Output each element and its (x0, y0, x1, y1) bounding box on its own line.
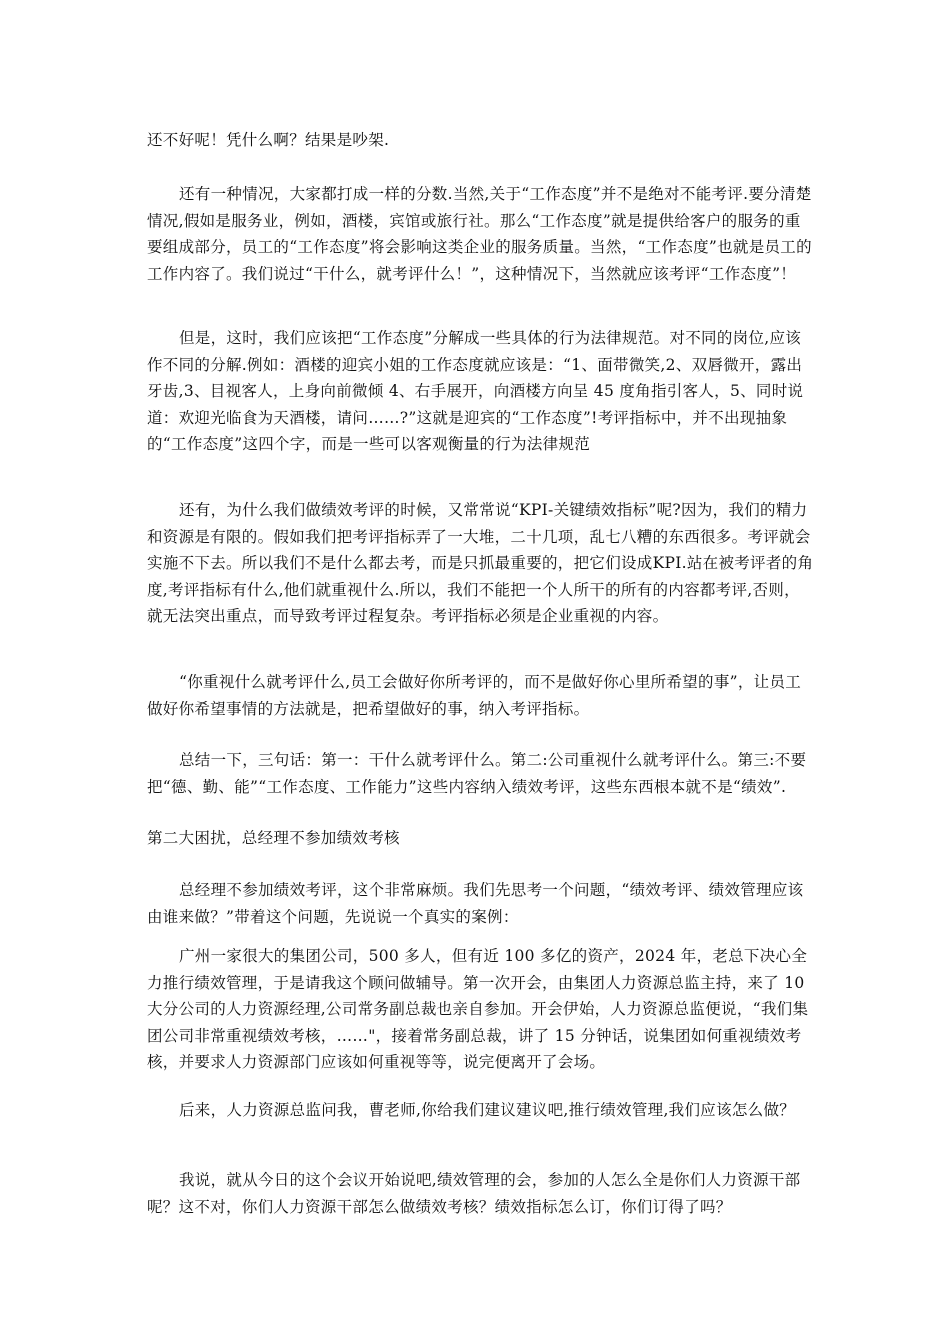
paragraph-8: 广州一家很大的集团公司，500 多人，但有近 100 多亿的资产，2024 年，老总下决心全力推行绩效管理，于是请我这个顾问做辅导。第一次开会，由集团人力资源总监主持，来了 10 大分公司的人力资源经理,公司常务副总裁也亲自参加。开会伊始，人力资源总监便说，“我们集团公司非常重视绩效考核，……"，接着常务副总裁，讲了 15 分钟话，说集团如何重视绩效考核，并要求人力资源部门应该如何重视等等，说完便离开了会场。 (147, 947, 809, 1071)
paragraph-7: 总经理不参加绩效考评，这个非常麻烦。我们先思考一个问题，“绩效考评、绩效管理应该由谁来做？”带着这个问题，先说说一个真实的案例： (147, 881, 804, 926)
paragraph-3: 但是，这时，我们应该把“工作态度”分解成一些具体的行为法律规范。对不同的岗位,应该作不同的分解.例如：酒楼的迎宾小姐的工作态度就应该是：“1、面带微笑,2、双唇微开，露出牙齿,3、目视客人，上身向前微倾 4、右手展开，向酒楼方向呈 45 度角指引客人，5、同时说道：欢迎光临食为天酒楼，请问……?”这就是迎宾的“工作态度”!考评指标中，并不出现抽象的“工作态度”这四个字，而是一些可以客观衡量的行为法律规范 (147, 329, 804, 453)
paragraph-2: 还有一种情况，大家都打成一样的分数.当然,关于“工作态度”并不是绝对不能考评.要分清楚情况,假如是服务业，例如，酒楼，宾馆或旅行社。那么“工作态度”就是提供给客户的服务的重要组成部分，员工的“工作态度”将会影响这类企业的服务质量。当然，“工作态度”也就是员工的工作内容了。我们说过“干什么，就考评什么！”，这种情况下，当然就应该考评“工作态度”！ (147, 185, 812, 283)
paragraph-6: 总结一下，三句话：第一：干什么就考评什么。第二:公司重视什么就考评什么。第三:不要把“德、勤、能”“工作态度、工作能力”这些内容纳入绩效考评，这些东西根本就不是“绩效”. (147, 751, 807, 796)
paragraph-1: 还不好呢！凭什么啊？结果是吵架. (147, 131, 390, 149)
paragraph-5: “你重视什么就考评什么,员工会做好你所考评的，而不是做好你心里所希望的事”，让员工做好你希望事情的方法就是，把希望做好的事，纳入考评指标。 (147, 673, 802, 718)
section-heading: 第二大困扰，总经理不参加绩效考核 (147, 829, 400, 847)
paragraph-9: 后来，人力资源总监问我，曹老师,你给我们建议建议吧,推行绩效管理,我们应该怎么做？ (179, 1101, 796, 1119)
paragraph-10: 我说，就从今日的这个会议开始说吧,绩效管理的会，参加的人怎么全是你们人力资源干部呢？这不对，你们人力资源干部怎么做绩效考核？绩效指标怎么订，你们订得了吗？ (147, 1171, 801, 1216)
paragraph-4: 还有，为什么我们做绩效考评的时候，又常常说“KPI-关键绩效指标”呢?因为，我们的精力和资源是有限的。假如我们把考评指标弄了一大堆，二十几项，乱七八糟的东西很多。考评就会实施不下去。所以我们不是什么都去考，而是只抓最重要的，把它们设成KPI.站在被考评者的角度,考评指标有什么,他们就重视什么.所以，我们不能把一个人所干的所有的内容都考评,否则，就无法突出重点，而导致考评过程复杂。考评指标必须是企业重视的内容。 (147, 501, 814, 625)
